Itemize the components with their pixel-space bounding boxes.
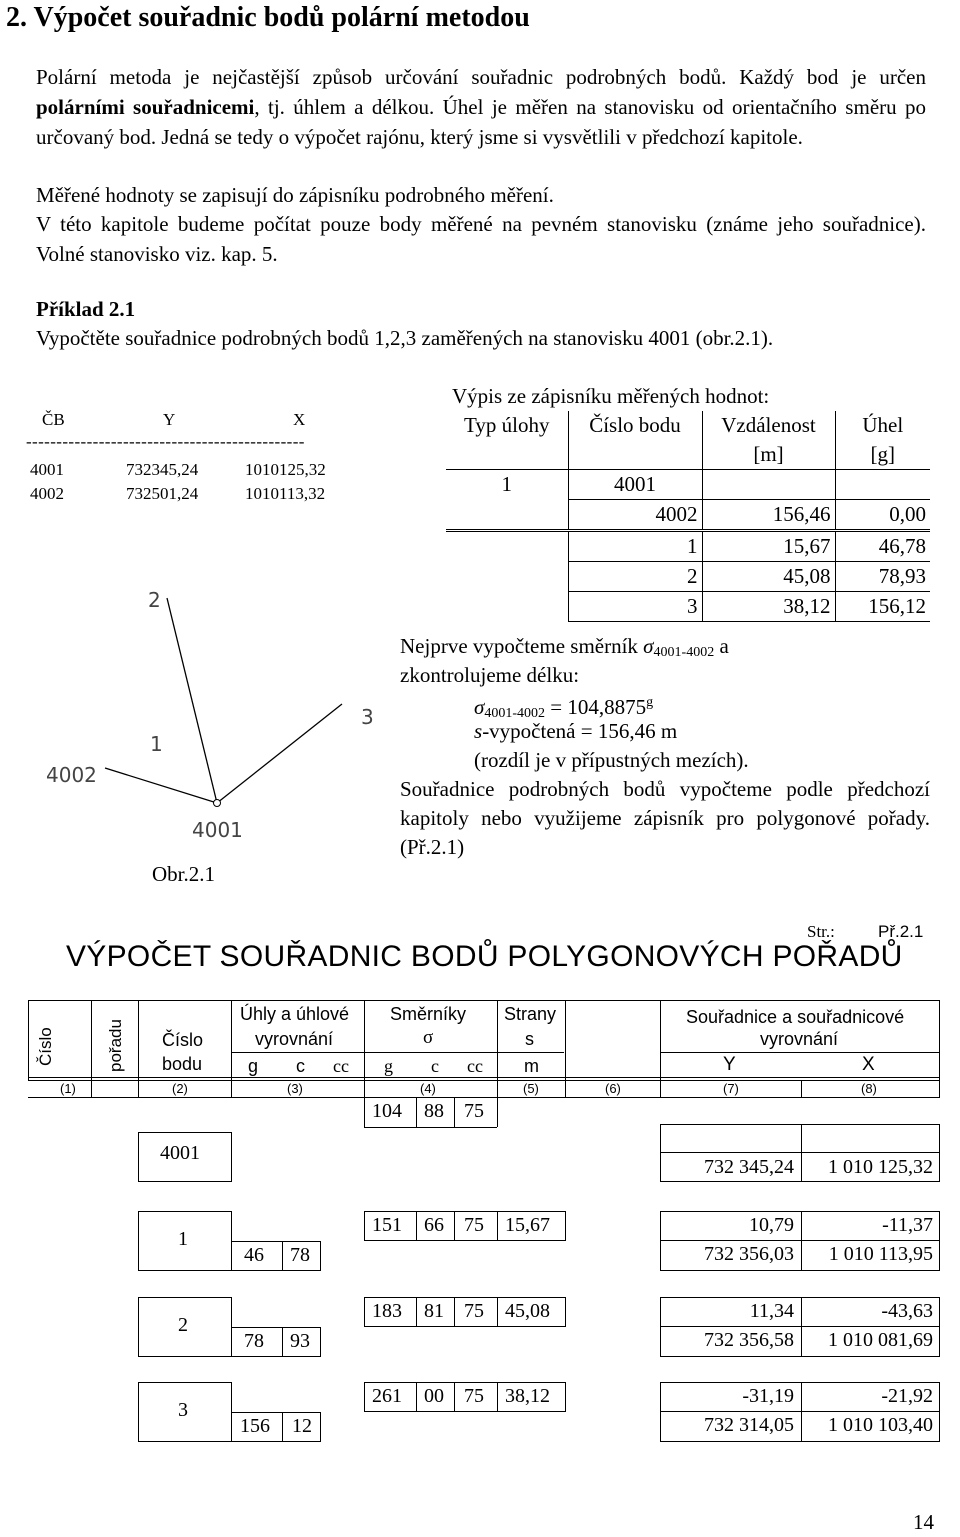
figure-caption: Obr.2.1 xyxy=(152,862,215,886)
angle-value: 46,78 xyxy=(835,531,930,562)
point-id: 4001 xyxy=(30,460,64,479)
note-text: Nejprve vypočteme směrník xyxy=(400,634,644,658)
form-border xyxy=(28,1097,940,1098)
point-label-2: 2 xyxy=(148,588,161,612)
ray-to-4002 xyxy=(105,768,217,803)
column-number: (7) xyxy=(723,1081,739,1096)
sigma-g: 261 xyxy=(372,1385,402,1407)
example-reference: Př.2.1 xyxy=(878,922,924,941)
sigma-g: 151 xyxy=(372,1214,402,1236)
page-label: Str.: xyxy=(807,922,835,941)
sub-header-m: m xyxy=(524,1056,539,1076)
sub-header-cc: cc xyxy=(333,1056,349,1076)
gon-superscript: g xyxy=(646,695,654,710)
coordinate-x: 1 010 081,69 xyxy=(828,1329,933,1351)
column-number: (1) xyxy=(60,1081,76,1096)
header-strany: Strany xyxy=(504,1004,557,1024)
coordinate-y: 732 356,03 xyxy=(704,1243,794,1265)
measurements-units-row xyxy=(446,440,930,470)
header-sigma: σ xyxy=(423,1027,434,1048)
page-number: 14 xyxy=(913,1510,934,1534)
note-paragraph: Souřadnice podrobných bodů vypočteme podle předchozí kapitoly nebo využijeme zápisník pro polygonové pořady. (Př.2.1) xyxy=(400,777,930,859)
column-number: (3) xyxy=(287,1081,303,1096)
angle-value: 156,12 xyxy=(835,592,930,622)
ray-to-2 xyxy=(167,598,217,803)
sigma-value: = 104,8875 xyxy=(545,695,647,719)
angle-g: 46 xyxy=(244,1244,264,1266)
column-number: (2) xyxy=(172,1081,188,1096)
sub-header-x: X xyxy=(862,1054,875,1075)
header-x: X xyxy=(293,410,306,429)
measurement-row xyxy=(446,500,930,531)
point-number: 3 xyxy=(568,592,702,622)
sigma-g: 104 xyxy=(372,1100,402,1122)
form-border xyxy=(28,1077,940,1078)
point-label-4001: 4001 xyxy=(192,818,243,842)
point-number: 1 xyxy=(178,1228,188,1250)
angle-value: 78,93 xyxy=(835,562,930,592)
form-border xyxy=(939,1000,940,1097)
column-number: (6) xyxy=(605,1081,621,1096)
header-cb: ČB xyxy=(42,410,65,429)
coordinate-y: 732 345,24 xyxy=(704,1156,794,1178)
delta-y: -31,19 xyxy=(742,1385,794,1407)
task-type-value: 1 xyxy=(446,470,568,500)
sigma-symbol: σ xyxy=(474,695,485,719)
section-heading: 2. Výpočet souřadnic bodů polární metodou xyxy=(6,2,530,33)
distance-check xyxy=(474,717,960,746)
sigma-symbol: σ xyxy=(643,634,654,658)
point-number: 2 xyxy=(568,562,702,592)
header-vyrovnani: vyrovnání xyxy=(255,1029,334,1049)
measurements-title: Výpis ze zápisníku měřených hodnot: xyxy=(452,384,770,408)
sub-header-g: g xyxy=(248,1056,259,1076)
side-length: 38,12 xyxy=(505,1385,550,1407)
sigma-cc: 75 xyxy=(464,1300,484,1322)
coordinate-x: 1 010 103,40 xyxy=(828,1414,933,1436)
sigma-subscript: 4001-4002 xyxy=(484,706,546,721)
column-number: (8) xyxy=(861,1081,877,1096)
delta-x: -43,63 xyxy=(881,1300,933,1322)
station-marker xyxy=(214,800,221,807)
example-text: Vypočtěte souřadnice podrobných bodů 1,2,3 zaměřených na stanovisku 4001 (obr.2.1). xyxy=(36,326,774,350)
column-number: (5) xyxy=(523,1081,539,1096)
sub-header-c: c xyxy=(296,1056,305,1076)
header-souradnice-vyrovnani: vyrovnání xyxy=(760,1029,839,1049)
vertical-header-poradu: pořadu xyxy=(106,1019,125,1072)
sigma-cc: 75 xyxy=(464,1100,484,1122)
measurement-row xyxy=(446,592,930,622)
coordinate-list-separator: ---------------------------------------------- xyxy=(26,432,305,451)
coordinate-y: 732345,24 xyxy=(126,460,199,479)
angle-c: 93 xyxy=(290,1330,310,1352)
distance-value: 156,46 xyxy=(702,500,835,531)
sub-header-g: g xyxy=(384,1056,393,1076)
coordinate-y: 732 356,58 xyxy=(704,1329,794,1351)
column-number: (4) xyxy=(420,1081,436,1096)
delta-x: -11,37 xyxy=(882,1214,933,1236)
form-border xyxy=(28,1000,29,1080)
header-uhly: Úhly a úhlové xyxy=(240,1004,350,1024)
coordinate-x: 1010125,32 xyxy=(245,460,326,479)
sub-header-c: c xyxy=(431,1056,439,1076)
intro-text-c: , tj. úhlem a délkou. Úhel je měřen na stanovisku od orientačního směru po určovaný bod. Jedná se tedy o výpočet rajónu, který jsme si vysvětlili v předchozí kapitole. xyxy=(36,95,927,149)
coordinate-x: 1 010 125,32 xyxy=(828,1156,933,1178)
sigma-c: 00 xyxy=(424,1385,444,1407)
sub-header-cc: cc xyxy=(467,1056,483,1076)
note-text: a xyxy=(714,634,729,658)
point-id: 4002 xyxy=(30,484,64,503)
coordinate-x: 1 010 113,95 xyxy=(828,1243,933,1265)
intro-paragraph-1 xyxy=(36,62,926,152)
sigma-c: 66 xyxy=(424,1214,444,1236)
unit-meters: [m] xyxy=(702,440,835,470)
unit-gons: [g] xyxy=(835,440,930,470)
polar-sketch xyxy=(0,560,400,900)
station-row xyxy=(446,470,930,500)
vertical-header-cislo: Číslo xyxy=(36,1027,55,1066)
header-y: Y xyxy=(163,410,176,429)
header-smerniky: Směrníky xyxy=(390,1004,467,1024)
angle-c: 78 xyxy=(290,1244,310,1266)
distance-value: 38,12 xyxy=(702,592,835,622)
coordinate-y: 732 314,05 xyxy=(704,1414,794,1436)
delta-x: -21,92 xyxy=(881,1385,933,1407)
header-task-type: Typ úlohy xyxy=(464,413,550,437)
header-cislo-bodu-1: Číslo xyxy=(162,1030,204,1050)
sigma-c: 88 xyxy=(424,1100,444,1122)
distance-value: 45,08 xyxy=(702,562,835,592)
note-line-2: zkontrolujeme délku: xyxy=(400,663,580,687)
station-number: 4001 xyxy=(568,470,702,500)
distance-value: 15,67 xyxy=(702,531,835,562)
angle-c: 12 xyxy=(292,1415,312,1437)
angle-value: 0,00 xyxy=(835,500,930,531)
delta-y: 10,79 xyxy=(749,1214,794,1236)
form-title: VÝPOČET SOUŘADNIC BODŮ POLYGONOVÝCH POŘADŮ xyxy=(66,940,903,973)
point-number: 3 xyxy=(178,1399,188,1421)
measurement-row xyxy=(446,531,930,562)
sigma-subscript: 4001-4002 xyxy=(653,645,715,660)
header-souradnice: Souřadnice a souřadnicové xyxy=(686,1007,905,1027)
measurements-header-row xyxy=(446,411,930,440)
form-border xyxy=(28,1000,940,1001)
sigma-g: 183 xyxy=(372,1300,402,1322)
point-number: 4001 xyxy=(160,1142,200,1164)
measurements-table xyxy=(446,411,930,622)
point-number: 2 xyxy=(178,1314,188,1336)
delta-y: 11,34 xyxy=(749,1300,794,1322)
header-s: s xyxy=(525,1029,534,1049)
intro-paragraph-2: Měřené hodnoty se zapisují do zápisníku podrobného měření. xyxy=(36,183,554,207)
coordinate-y: 732501,24 xyxy=(126,484,199,503)
computed-distance: -vypočtená = 156,46 m xyxy=(482,719,678,743)
angle-g: 78 xyxy=(244,1330,264,1352)
point-label-3: 3 xyxy=(361,705,374,729)
angle-g: 156 xyxy=(240,1415,270,1437)
side-length: 15,67 xyxy=(505,1214,550,1236)
intro-text-a: Polární metoda je nejčastější způsob určování souřadnic podrobných bodů. Každý bod je určen xyxy=(36,65,926,89)
s-symbol: s xyxy=(474,719,483,743)
point-label-4002: 4002 xyxy=(46,763,97,787)
sigma-cc: 75 xyxy=(464,1214,484,1236)
intro-bold-term: polárními souřadnicemi xyxy=(36,95,255,119)
sigma-cc: 75 xyxy=(464,1385,484,1407)
coordinate-x: 1010113,32 xyxy=(245,484,326,503)
example-title: Příklad 2.1 xyxy=(36,297,136,321)
header-point-number: Číslo bodu xyxy=(568,411,702,440)
measurement-row xyxy=(446,562,930,592)
point-number: 1 xyxy=(568,531,702,562)
tolerance-note: (rozdíl je v přípustných mezích). xyxy=(474,748,749,772)
header-angle: Úhel xyxy=(835,411,930,440)
header-cislo-bodu-2: bodu xyxy=(162,1054,203,1074)
header-distance: Vzdálenost xyxy=(702,411,835,440)
point-number: 4002 xyxy=(568,500,702,531)
side-length: 45,08 xyxy=(505,1300,550,1322)
ray-to-3 xyxy=(217,704,342,803)
point-label-1: 1 xyxy=(150,732,163,756)
intro-paragraph-3: V této kapitole budeme počítat pouze body měřené na pevném stanovisku (známe jeho souřadnice). Volné stanovisko viz. kap. 5. xyxy=(36,212,926,266)
sub-header-y: Y xyxy=(723,1054,736,1075)
sigma-c: 81 xyxy=(424,1300,444,1322)
form-border xyxy=(28,1080,940,1081)
